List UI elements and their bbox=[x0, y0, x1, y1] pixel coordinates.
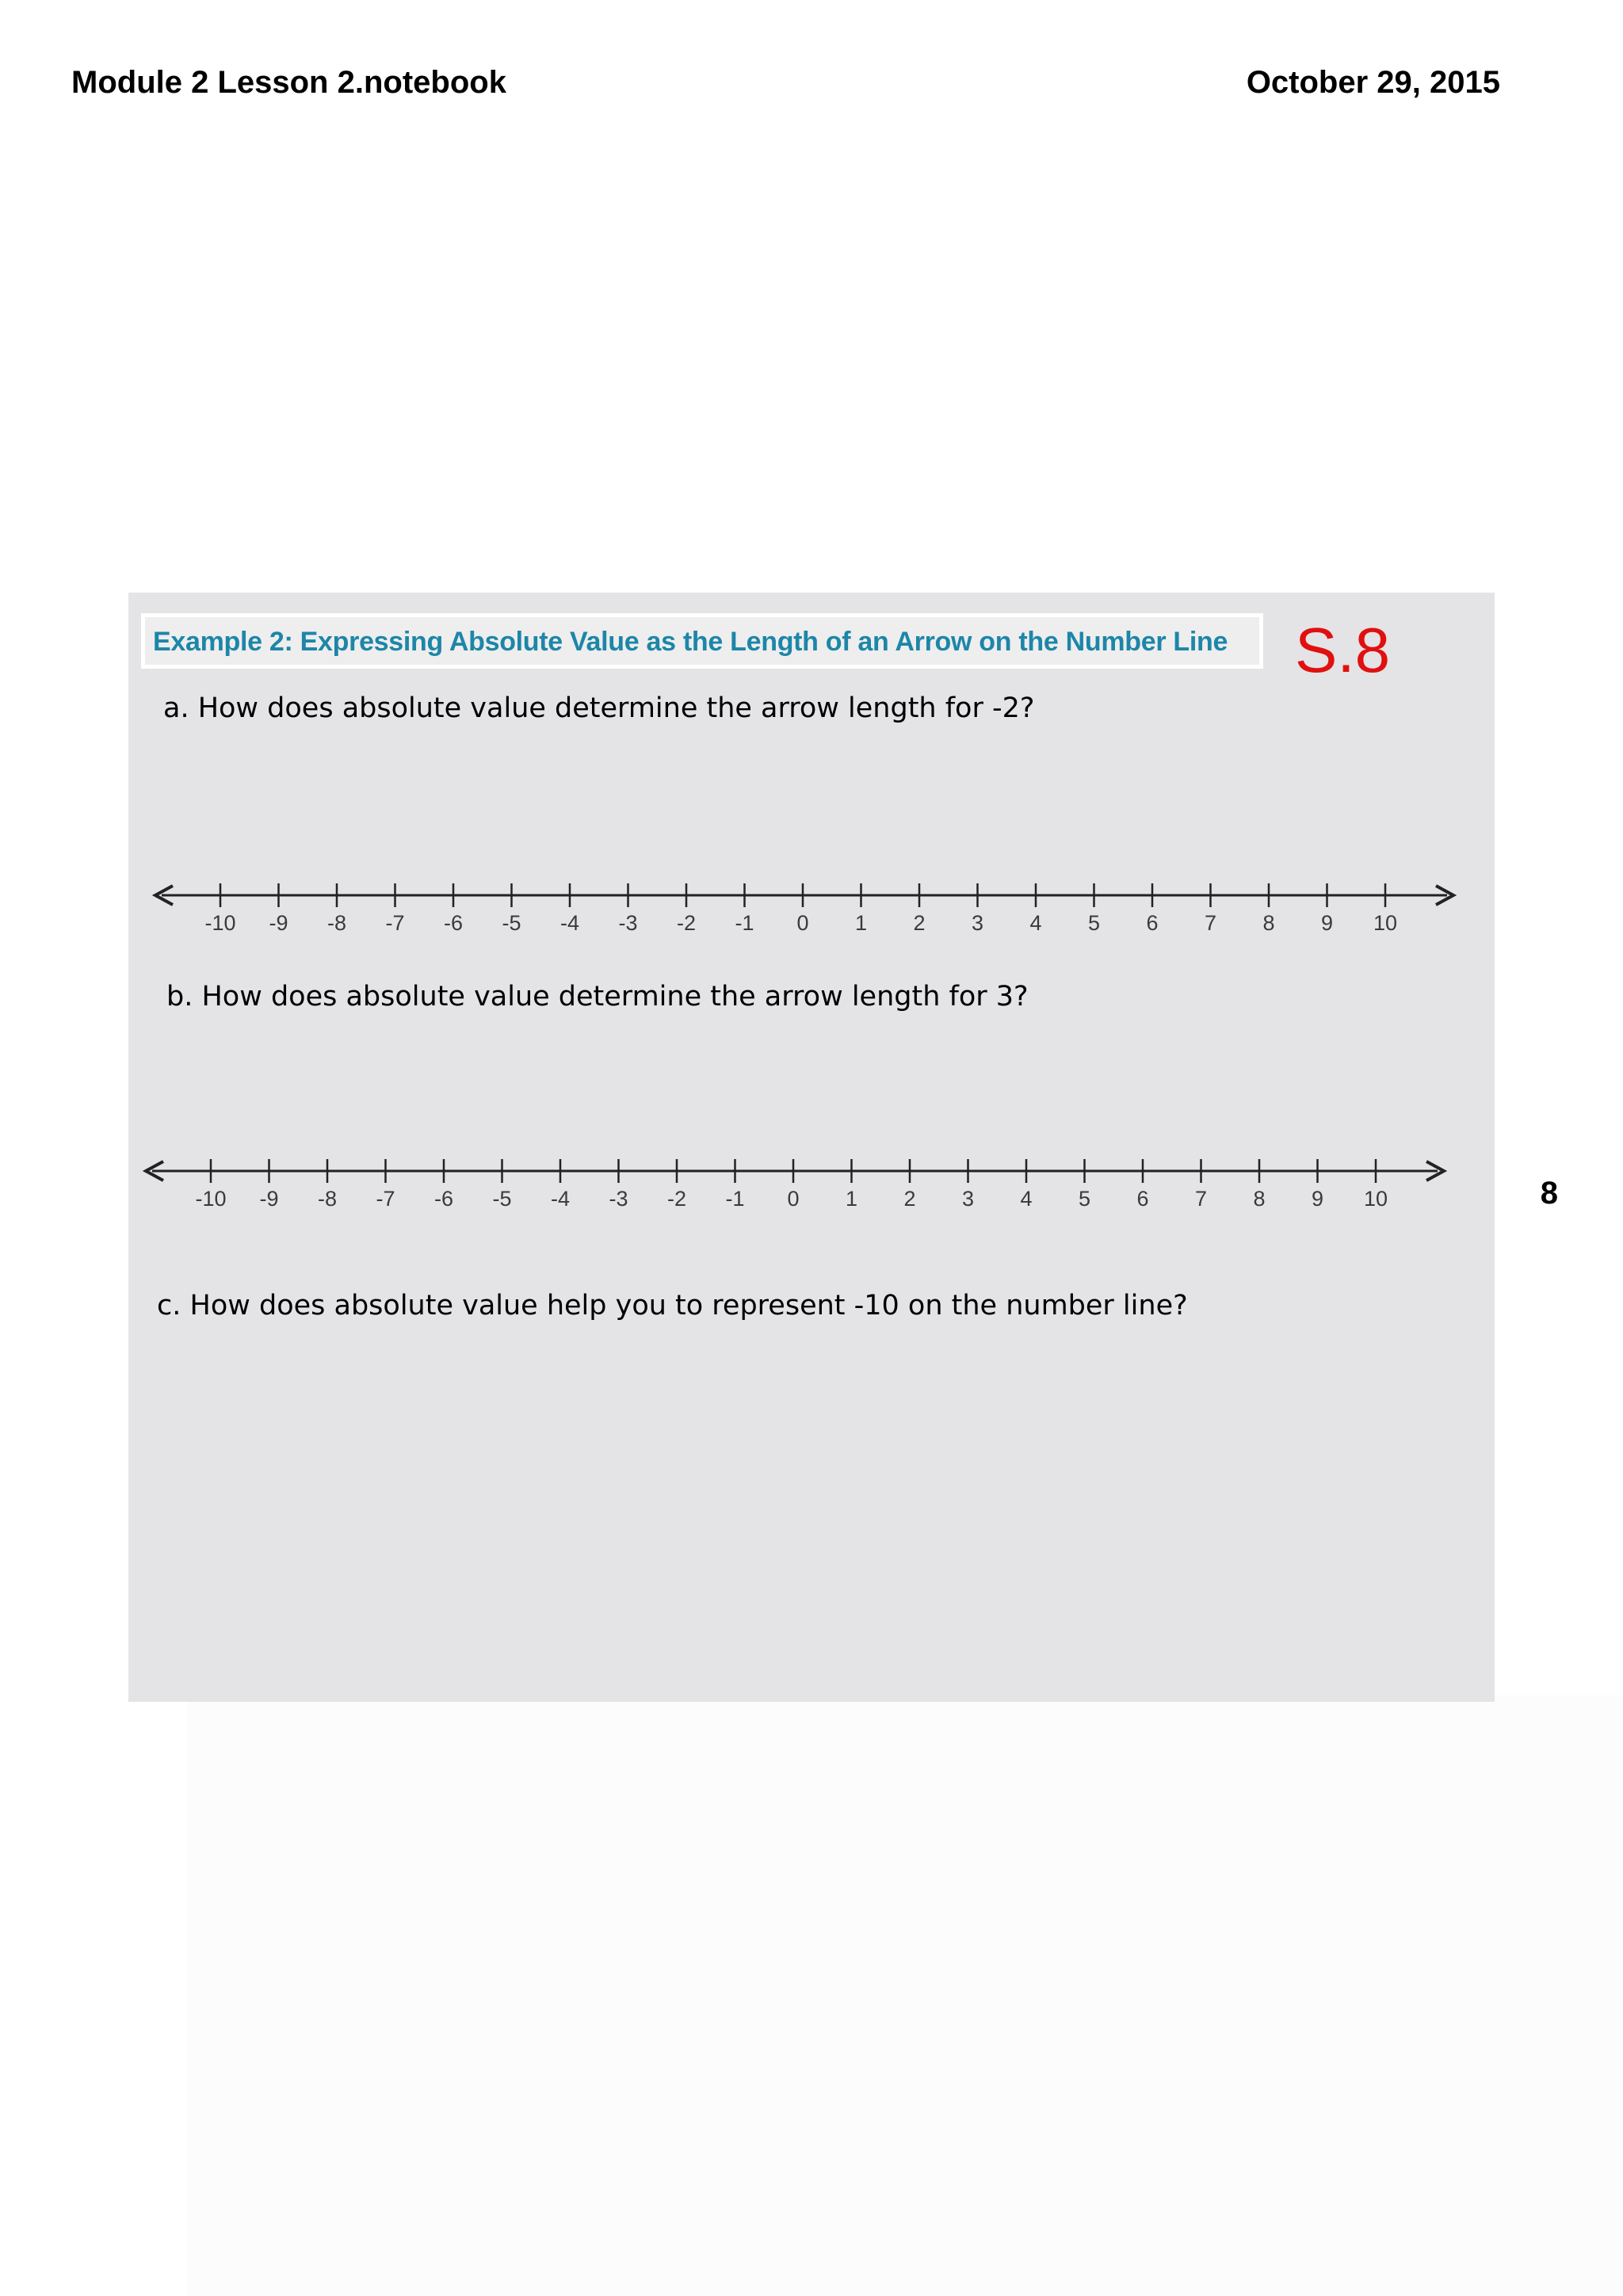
number-line-tick-label: 2 bbox=[913, 911, 926, 935]
number-line-tick-label: 5 bbox=[1087, 911, 1101, 935]
number-line-tick-label: -10 bbox=[204, 911, 236, 935]
number-line-tick-label: 6 bbox=[1146, 911, 1159, 935]
number-line-tick-label: 3 bbox=[961, 1187, 975, 1211]
number-line-tick-label: 0 bbox=[796, 911, 809, 935]
number-line-tick-label: -8 bbox=[327, 911, 347, 935]
number-line-a bbox=[128, 846, 1495, 941]
number-line-tick-label: -1 bbox=[725, 1187, 745, 1211]
number-line-tick-label: 3 bbox=[971, 911, 984, 935]
document-title: Module 2 Lesson 2.notebook bbox=[71, 65, 506, 100]
number-line-tick-label: 10 bbox=[1373, 911, 1398, 935]
number-line-tick-label: -6 bbox=[443, 911, 464, 935]
question-a: a. How does absolute value determine the arrow length for -2? bbox=[163, 692, 1035, 724]
page-number: 8 bbox=[1540, 1176, 1558, 1211]
number-line-tick-label: -10 bbox=[195, 1187, 227, 1211]
number-line-tick-label: -3 bbox=[609, 1187, 628, 1211]
number-line-tick-label: 2 bbox=[903, 1187, 916, 1211]
number-line-tick-label: 9 bbox=[1320, 911, 1334, 935]
number-line-tick-label: -9 bbox=[269, 911, 288, 935]
example-title-box bbox=[141, 613, 1263, 669]
document-date: October 29, 2015 bbox=[1246, 65, 1500, 100]
number-line-tick-label: -4 bbox=[559, 911, 580, 935]
number-line-tick-label: 1 bbox=[854, 911, 868, 935]
number-line-tick-label: -7 bbox=[376, 1187, 395, 1211]
number-line-tick-label: -6 bbox=[433, 1187, 454, 1211]
number-line-tick-label: -2 bbox=[676, 911, 697, 935]
number-line-tick-label: 10 bbox=[1363, 1187, 1388, 1211]
number-line-tick-label: 7 bbox=[1204, 911, 1217, 935]
number-line-tick-label: -2 bbox=[666, 1187, 687, 1211]
number-line-tick-label: 0 bbox=[787, 1187, 800, 1211]
example-title: Example 2: Expressing Absolute Value as the Length of an Arrow on the Number Line bbox=[153, 627, 1228, 657]
number-line-tick-label: -1 bbox=[735, 911, 754, 935]
slide-panel bbox=[128, 593, 1495, 1702]
number-line-tick-label: -8 bbox=[317, 1187, 338, 1211]
number-line-tick-label: -4 bbox=[550, 1187, 571, 1211]
number-line-tick-label: -9 bbox=[259, 1187, 279, 1211]
question-c: c. How does absolute value help you to represent -10 on the number line? bbox=[157, 1290, 1188, 1322]
number-line-tick-label: -3 bbox=[618, 911, 638, 935]
number-line-tick-label: -7 bbox=[385, 911, 405, 935]
number-line-b bbox=[128, 1106, 1495, 1211]
number-line-tick-label: 8 bbox=[1253, 1187, 1266, 1211]
number-line-tick-label: 7 bbox=[1194, 1187, 1208, 1211]
slide-label: S.8 bbox=[1295, 615, 1391, 685]
number-line-tick-label: 8 bbox=[1262, 911, 1275, 935]
number-line-tick-label: 6 bbox=[1136, 1187, 1149, 1211]
number-line-tick-label: 1 bbox=[845, 1187, 858, 1211]
number-line-tick-label: 9 bbox=[1311, 1187, 1324, 1211]
number-line-tick-label: -5 bbox=[502, 911, 521, 935]
number-line-tick-label: -5 bbox=[492, 1187, 512, 1211]
number-line-tick-label: 4 bbox=[1020, 1187, 1033, 1211]
page-background bbox=[187, 1695, 1623, 2296]
question-b: b. How does absolute value determine the arrow length for 3? bbox=[166, 981, 1029, 1013]
number-line-tick-label: 4 bbox=[1029, 911, 1042, 935]
number-line-tick-label: 5 bbox=[1078, 1187, 1091, 1211]
